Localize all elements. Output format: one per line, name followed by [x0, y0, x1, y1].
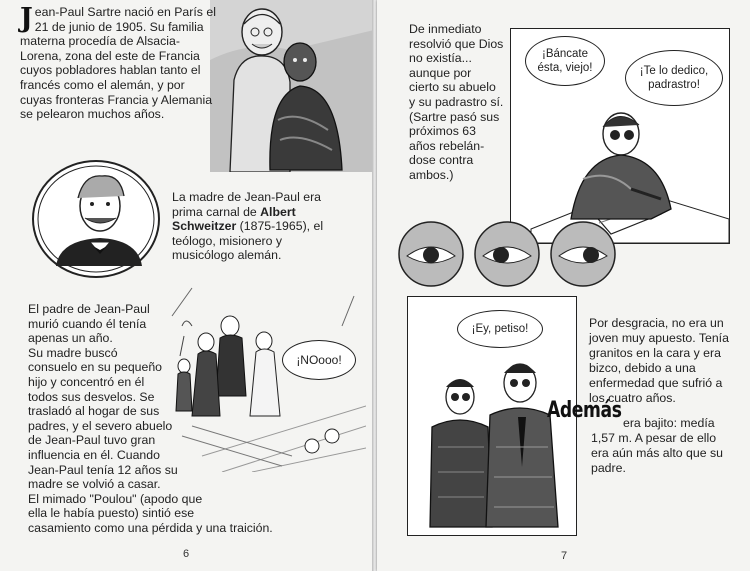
schweitzer-paragraph	[172, 190, 342, 263]
father-line: murió cuando él tenía	[28, 316, 147, 331]
eye-circle-1	[399, 222, 463, 286]
short-line: era bajito: medía	[623, 416, 715, 430]
god-line: y su padrastro sí.	[409, 94, 504, 109]
schweitzer-portrait	[30, 158, 162, 280]
schweitzer-oval-drawing	[30, 158, 162, 280]
father-paragraph	[28, 302, 358, 536]
father-line: apenas un año.	[28, 331, 113, 346]
father-line: padres, y el severo abuelo	[28, 418, 173, 433]
bubble-petiso	[457, 310, 543, 348]
father-line: consuelo en su pequeño	[28, 360, 163, 375]
page-number-left: 6	[183, 548, 190, 560]
eyes-row	[397, 220, 637, 288]
father-line: ella le había puesto) sintió ese	[28, 506, 195, 521]
god-line: años rebelán-	[409, 138, 485, 153]
ugly-line: joven muy apuesto. Tenía	[589, 331, 729, 345]
portrait-illustration	[210, 0, 374, 172]
father-line: El padre de Jean-Paul	[28, 302, 150, 316]
ademas-heading: Además	[547, 398, 622, 423]
god-line: dose contra	[409, 153, 474, 168]
god-line: resolvió que Dios	[409, 36, 504, 51]
god-line: De inmediato	[409, 22, 482, 36]
ugly-line: enfermedad que sufrió a	[589, 376, 723, 390]
wedding-bubble-text: ¡NOooo!	[296, 353, 342, 367]
short-paragraph-rest	[591, 431, 749, 476]
god-line: (Sartre pasó sus	[409, 109, 500, 124]
bubble-stepdad	[625, 50, 723, 106]
father-line: Jean-Paul tenía 12 años su	[28, 462, 178, 477]
eye-circle-3	[551, 222, 615, 286]
god-line: próximos 63	[409, 124, 476, 139]
left-page	[0, 0, 374, 571]
schweitzer-after: (1875-1965), el teólogo, misionero y musicólogo alemán.	[172, 219, 324, 263]
ugly-line: bizco, debido a una	[589, 361, 696, 375]
intro-text: ean-Paul Sartre nació en París el 21 de junio de 1905. Su familia materna procedía de Alsacia-Lorena, zona del este de Francia cuyos pobladores hablan tanto el francés como el alemán, y por cuyas fronteras Francia y Alemania se pelearon muchos años.	[20, 5, 216, 122]
father-line: todos sus desvelos. Se	[28, 389, 155, 404]
god-line: cierto su abuelo	[409, 80, 496, 95]
god-line: ambos.)	[409, 167, 454, 182]
father-line: El mimado "Poulou" (apodo que	[28, 491, 203, 506]
short-line: 1,57 m. A pesar de ello	[591, 431, 717, 445]
ugly-line: granitos en la cara y era	[589, 346, 721, 360]
bubble-stepdad-text: ¡Te lo dedico, padrastro!	[639, 65, 709, 91]
schweitzer-name: Albert Schweitzer	[172, 204, 296, 234]
ugly-line: Por desgracia, no era un	[589, 316, 724, 330]
father-line: hijo y concentró en él	[28, 374, 145, 389]
god-line: no existía...	[409, 51, 472, 66]
father-line: Su madre buscó	[28, 345, 118, 360]
schweitzer-before: La madre de Jean-Paul era prima carnal de	[172, 190, 322, 219]
bubble-grandpa	[525, 36, 605, 86]
short-paragraph	[623, 416, 749, 431]
god-line: aunque por	[409, 65, 472, 80]
short-line: padre.	[591, 461, 626, 475]
eye-circle-2	[475, 222, 539, 286]
father-line: casamiento como una pérdida y una traición.	[28, 520, 273, 535]
intro-paragraph	[20, 5, 220, 122]
father-line: madre se volvió a casar.	[28, 477, 161, 492]
short-line: era aún más alto que su	[591, 446, 723, 460]
father-line: trasladó al hogar de sus	[28, 404, 160, 419]
right-page	[377, 0, 750, 571]
page-number-right: 7	[561, 550, 568, 562]
ugly-paragraph	[589, 316, 749, 406]
father-line: de Jean-Paul tuvo gran	[28, 433, 156, 448]
bubble-petiso-text: ¡Ey, petiso!	[471, 323, 529, 335]
dropcap-letter: J	[20, 3, 33, 34]
family-portrait-drawing	[210, 0, 374, 172]
bubble-grandpa-text: ¡Báncate ésta, viejo!	[537, 48, 593, 74]
eyes-drawing	[397, 220, 637, 288]
father-line: influencia en él. Cuando	[28, 447, 160, 462]
ugly-line: los cuatro años.	[589, 391, 676, 405]
